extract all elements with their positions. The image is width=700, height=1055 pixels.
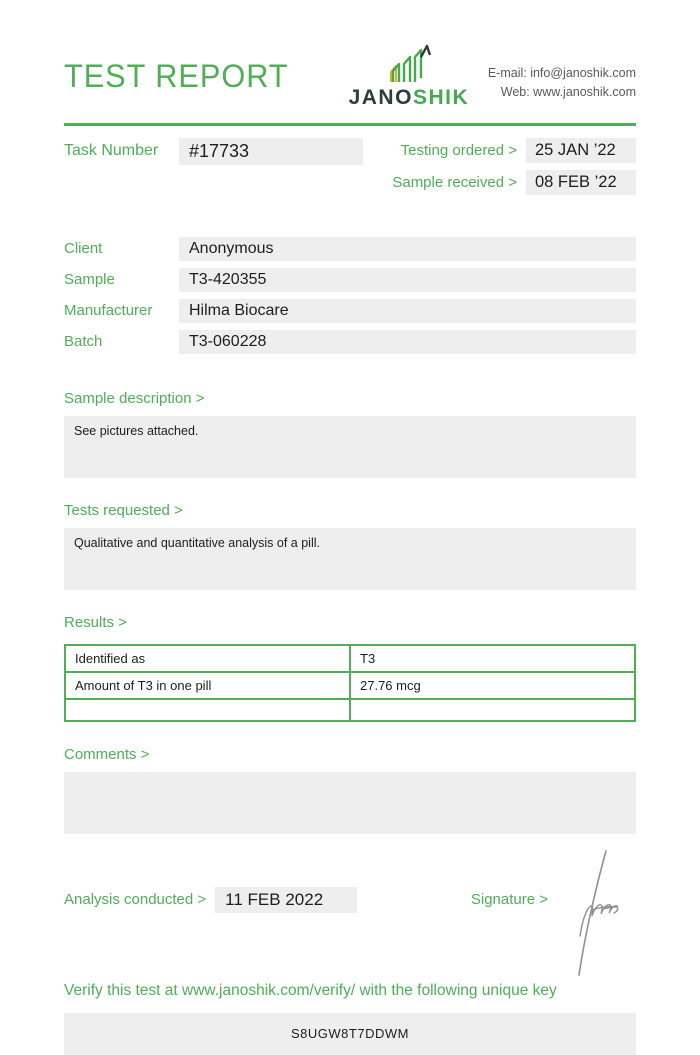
manufacturer-value: Hilma Biocare — [179, 299, 636, 323]
dates-block — [392, 138, 636, 195]
sample-description-box: See pictures attached. — [64, 416, 636, 478]
tests-requested-heading: Tests requested > — [64, 501, 183, 519]
brand-logo — [344, 44, 474, 110]
page-title: TEST REPORT — [64, 58, 289, 94]
results-row-identified — [65, 645, 635, 672]
contact-email: E-mail: info@janoshik.com — [487, 66, 636, 80]
contact-web: Web: www.janoshik.com — [500, 84, 636, 99]
testing-ordered-value: 25 JAN ’22 — [526, 138, 636, 163]
batch-label: Batch — [64, 333, 103, 350]
testing-ordered-label: Testing ordered > — [400, 141, 517, 159]
sample-received-value: 08 FEB ’22 — [526, 170, 636, 195]
result-value-cell: T3 — [350, 645, 635, 672]
results-heading: Results > — [64, 613, 127, 631]
signature-label: Signature > — [470, 891, 548, 908]
analysis-signature-row — [64, 884, 636, 916]
sample-received-label: Sample received > — [392, 173, 517, 191]
sample-description-heading: Sample description > — [64, 389, 205, 407]
results-table — [64, 644, 636, 722]
task-number-value: #17733 — [179, 138, 363, 165]
tests-requested-box: Qualitative and quantitative analysis of a pill. — [64, 528, 636, 590]
brand-name-dark: JANO — [348, 86, 413, 109]
analysis-date-value: 11 FEB 2022 — [215, 887, 357, 913]
result-name-cell — [65, 699, 350, 721]
client-value: Anonymous — [179, 237, 636, 261]
verify-key-box: S8UGW8T7DDWM — [64, 1013, 636, 1055]
client-label: Client — [64, 240, 103, 257]
sample-value: T3-420355 — [179, 268, 636, 292]
manufacturer-label: Manufacturer — [64, 302, 153, 319]
result-value-cell — [350, 699, 635, 721]
header-divider — [64, 123, 636, 126]
info-row-manufacturer — [64, 299, 636, 323]
chart-bars-icon — [381, 44, 437, 84]
header — [64, 0, 636, 110]
info-row-client — [64, 237, 636, 261]
analysis-conducted-label: Analysis conducted > — [64, 891, 207, 908]
result-name-cell: Amount of T3 in one pill — [65, 672, 350, 699]
comments-heading: Comments > — [64, 745, 150, 763]
comments-box — [64, 772, 636, 834]
sample-info-block — [64, 237, 636, 354]
verify-text: Verify this test at www.janoshik.com/verify/ with the following unique key — [64, 981, 557, 999]
brand-name — [344, 86, 474, 110]
result-value-cell: 27.76 mcg — [350, 672, 635, 699]
testing-ordered-row — [392, 138, 636, 163]
task-number-label: Task Number — [64, 142, 159, 159]
contact-block — [488, 44, 636, 102]
results-row-empty — [65, 699, 635, 721]
batch-value: T3-060228 — [179, 330, 636, 354]
info-row-sample — [64, 268, 636, 292]
task-number-row — [64, 138, 363, 165]
task-section — [64, 138, 636, 195]
brand-name-light: SHIK — [412, 86, 470, 109]
result-name-cell: Identified as — [65, 645, 350, 672]
info-row-batch — [64, 330, 636, 354]
results-row-amount — [65, 672, 635, 699]
sample-received-row — [392, 170, 636, 195]
signature-image — [556, 848, 620, 978]
sample-label: Sample — [64, 271, 115, 288]
